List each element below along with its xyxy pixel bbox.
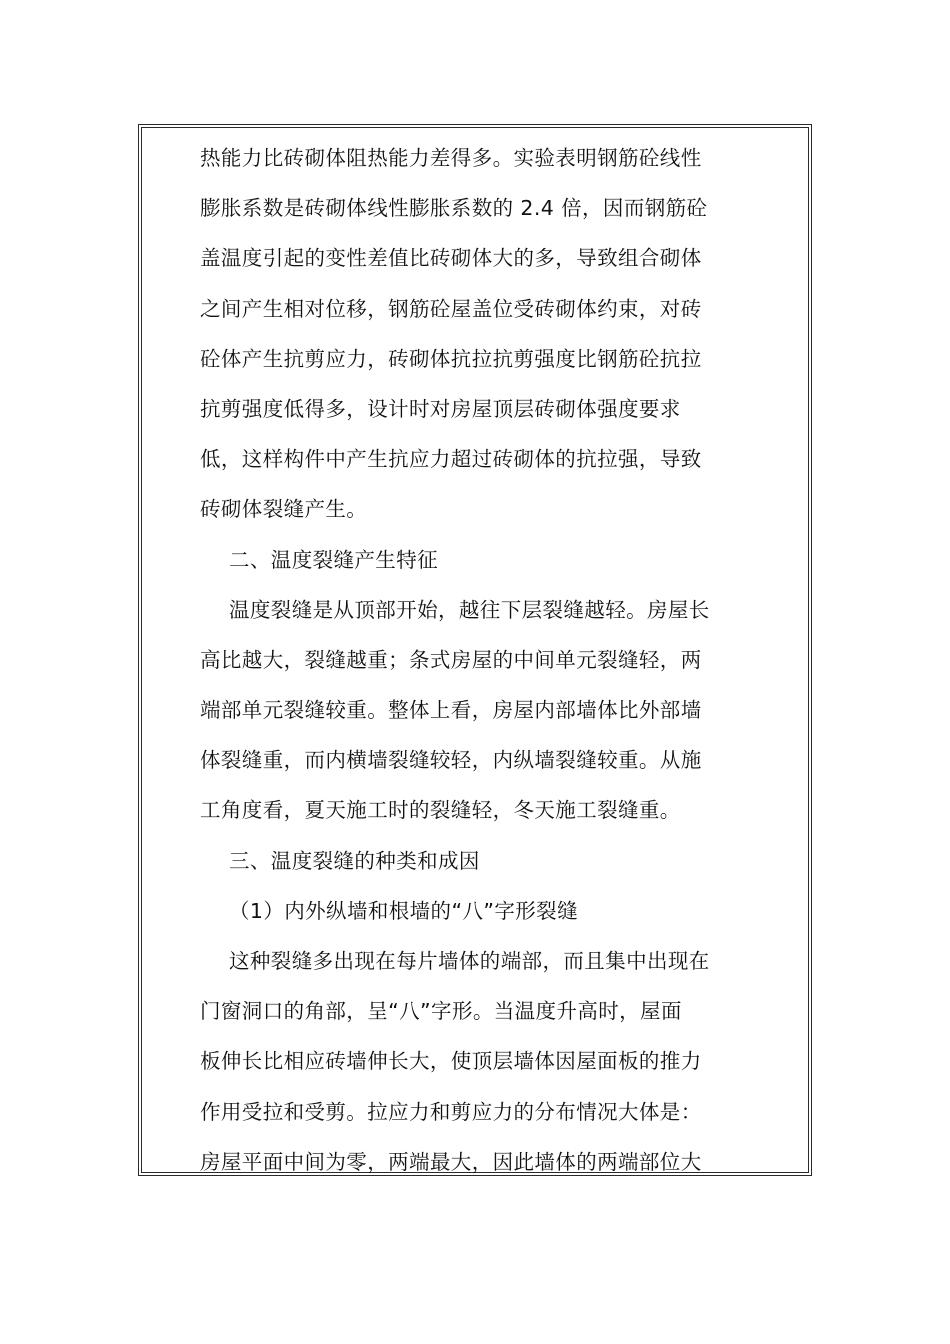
text-line: 端部单元裂缝较重。整体上看，房屋内部墙体比外部墙 [200, 698, 702, 723]
text-line: 房屋平面中间为零，两端最大，因此墙体的两端部位大 [200, 1149, 702, 1174]
section-heading: 三、温度裂缝的种类和成因 [229, 848, 480, 873]
text-line: 膨胀系数是砖砌体线性膨胀系数的 2.4 倍，因而钢筋砼 [200, 196, 708, 221]
text-line: 低，这样构件中产生抗应力超过砖砌体的抗拉强，导致 [200, 447, 702, 472]
text-line: 体裂缝重，而内横墙裂缝较轻，内纵墙裂缝较重。从施 [200, 748, 702, 773]
text-line: 作用受拉和受剪。拉应力和剪应力的分布情况大体是： [200, 1099, 702, 1124]
text-line: 之间产生相对位移，钢筋砼屋盖位受砖砌体约束，对砖 [200, 296, 702, 321]
text-line: 工角度看，夏天施工时的裂缝轻，冬天施工裂缝重。 [200, 798, 681, 823]
subsection-heading: （1）内外纵墙和根墙的“八”字形裂缝 [229, 898, 578, 923]
text-line: 高比越大，裂缝越重；条式房屋的中间单元裂缝轻，两 [200, 647, 702, 672]
text-line: 盖温度引起的变性差值比砖砌体大的多，导致组合砌体 [200, 246, 702, 271]
section-heading: 二、温度裂缝产生特征 [229, 547, 438, 572]
document-body [200, 133, 748, 1187]
paragraph-first-line: 这种裂缝多出现在每片墙体的端部，而且集中出现在 [229, 949, 710, 973]
text-line: 砖砌体裂缝产生。 [200, 497, 368, 522]
text-line: 抗剪强度低得多，设计时对房屋顶层砖砌体强度要求 [200, 396, 681, 421]
text-line: 砼体产生抗剪应力，砖砌体抗拉抗剪强度比钢筋砼抗拉 [200, 346, 702, 371]
text-line: 热能力比砖砌体阻热能力差得多。实验表明钢筋砼线性 [200, 146, 702, 170]
text-line: 门窗洞口的角部，呈“八”字形。当温度升高时，屋面 [200, 999, 682, 1024]
paragraph-first-line: 温度裂缝是从顶部开始，越往下层裂缝越轻。房屋长 [229, 597, 710, 622]
text-line: 板伸长比相应砖墙伸长大，使顶层墙体因屋面板的推力 [200, 1049, 702, 1074]
